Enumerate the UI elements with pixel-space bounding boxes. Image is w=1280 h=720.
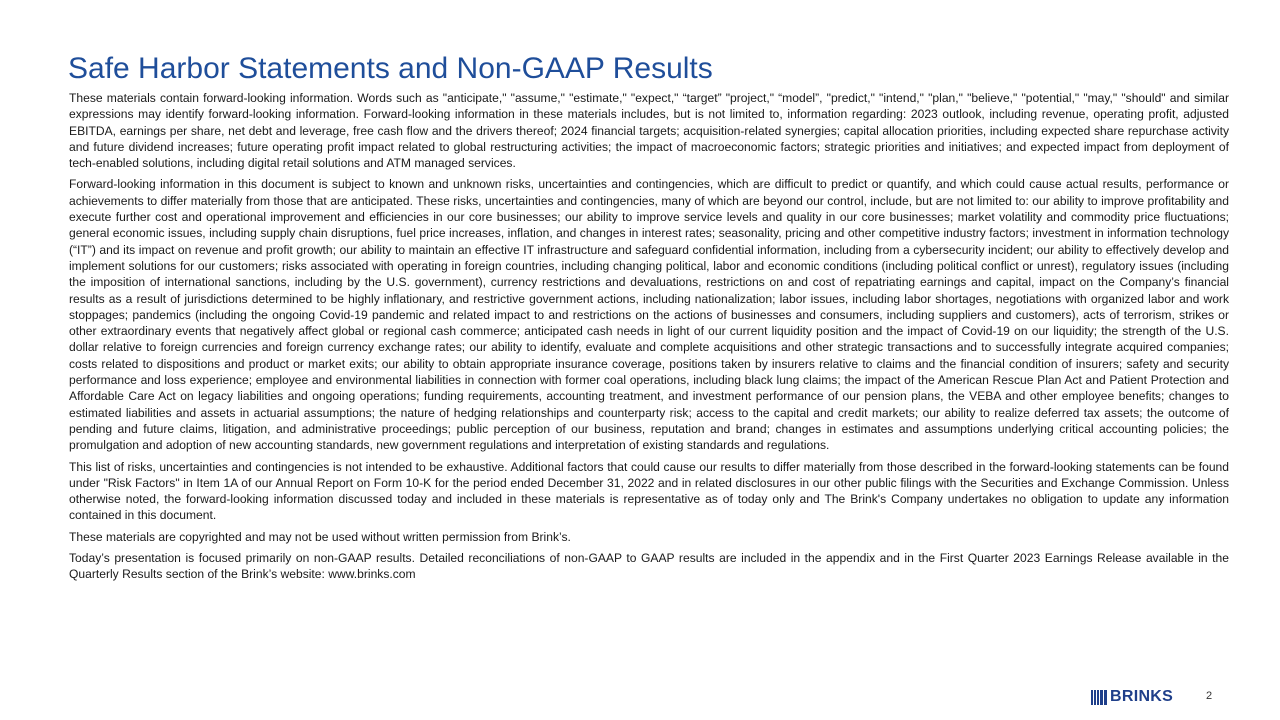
brinks-logo xyxy=(1091,687,1173,707)
paragraph-not-exhaustive: This list of risks, uncertainties and contingencies is not intended to be exhaustive. Additional factors that could cause our results to differ materially from those described in the forward-looking statements can be found under "Risk Factors" in Item 1A of our Annual Report on Form 10-K for the period ended December 31, 2022 and in related disclosures in our other public filings with the Securities and Exchange Commission. Unless otherwise noted, the forward-looking information discussed today and included in these materials is representative as of today only and The Brink's Company undertakes no obligation to update any information contained in this document. xyxy=(69,459,1229,523)
page-number: 2 xyxy=(1206,690,1213,702)
page-title: Safe Harbor Statements and Non-GAAP Results xyxy=(68,52,713,85)
logo-bars-icon xyxy=(1091,690,1108,705)
logo-wordmark: BRINKS xyxy=(1110,688,1174,705)
paragraph-risk-factors: Forward-looking information in this document is subject to known and unknown risks, uncertainties and contingencies, which are difficult to predict or quantify, and which could cause actual results, performance or achievements to differ materially from those that are anticipated. These risks, uncertainties and contingencies, many of which are beyond our control, include, but are not limited to: our ability to improve profitability and execute further cost and operational improvement and efficiencies in our core businesses; our ability to improve service levels and quality in our core businesses; market volatility and commodity price fluctuations; general economic issues, including supply chain disruptions, fuel price increases, inflation, and changes in interest rates; seasonality, pricing and other competitive industry factors; investment in information technology (“IT”) and its impact on revenue and profit growth; our ability to maintain an effective IT infrastructure and safeguard confidential information, including from a cybersecurity incident; our ability to effectively develop and implement solutions for our customers; risks associated with operating in foreign countries, including changing political, labor and economic conditions (including political conflict or unrest), regulatory issues (including the imposition of international sanctions, including by the U.S. government), currency restrictions and devaluations, restrictions on and cost of repatriating earnings and capital, impact on the Company’s financial results as a result of jurisdictions determined to be highly inflationary, and restrictive government actions, including nationalization; labor issues, including labor shortages, negotiations with organized labor and work stoppages; pandemics (including the ongoing Covid-19 pandemic and related impact to and restrictions on the actions of businesses and consumers, including suppliers and customers), acts of terrorism, strikes or other extraordinary events that negatively affect global or regional cash commerce; anticipated cash needs in light of our current liquidity position and the impact of Covid-19 on our liquidity; the strength of the U.S. dollar relative to foreign currencies and foreign currency exchange rates; our ability to identify, evaluate and complete acquisitions and other strategic transactions and to successfully integrate acquired companies; costs related to dispositions and product or market exits; our ability to obtain appropriate insurance coverage, positions taken by insurers relative to claims and the financial condition of insurers; safety and security performance and loss experience; employee and environmental liabilities in connection with former coal operations, including black lung claims; the impact of the American Rescue Plan Act and Patient Protection and Affordable Care Act on legacy liabilities and ongoing operations; funding requirements, accounting treatment, and investment performance of our pension plans, the VEBA and other employee benefits; changes to estimated liabilities and assets in actuarial assumptions; the nature of hedging relationships and counterparty risk; access to the capital and credit markets; our ability to realize deferred tax assets; the outcome of pending and future claims, litigation, and administrative proceedings; public perception of our business, reputation and brand; changes in estimates and assumptions underlying critical accounting policies; the promulgation and adoption of new accounting standards, new government regulations and interpretation of existing standards and regulations. xyxy=(69,177,1229,453)
paragraph-copyright: These materials are copyrighted and may not be used without written permission from Brink’s. xyxy=(69,529,571,544)
paragraph-non-gaap: Today’s presentation is focused primarily on non-GAAP results. Detailed reconciliations of non-GAAP to GAAP results are included in the appendix and in the First Quarter 2023 Earnings Release available in the Quarterly Results section of the Brink’s website: www.brinks.com xyxy=(69,551,1229,582)
paragraph-forward-looking-intro: These materials contain forward-looking information. Words such as "anticipate," "assume," "estimate," "expect," “target” "project," “model”, "predict," "intend," "plan," "believe," "potential," "may," "should" and similar expressions may identify forward-looking information. Forward-looking information in these materials includes, but is not limited to, information regarding: 2023 outlook, including revenue, operating profit, adjusted EBITDA, earnings per share, net debt and leverage, free cash flow and the drivers thereof; 2024 financial targets; acquisition-related synergies; capital allocation priorities, including expected share repurchase activity and future dividend increases; future operating profit impact related to global restructuring activities; the impact of macroeconomic factors; strategic priorities and initiatives; and expected impact from deployment of tech-enabled solutions, including digital retail solutions and ATM managed services. xyxy=(69,91,1229,171)
safe-harbor-text xyxy=(69,90,1229,588)
